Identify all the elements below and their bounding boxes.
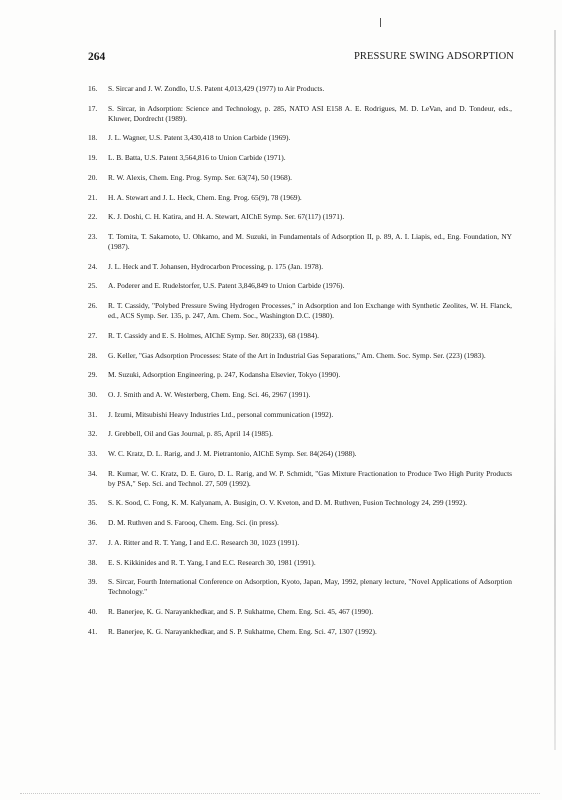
reference-number: 26. xyxy=(88,301,98,311)
reference-text: S. Sircar, in Adsorption: Science and Technology, p. 285, NATO ASI E158 A. E. Rodrigues, M. D. LeVan, and D. Tondeur, eds., Kluwer, Dordrecht (1989). xyxy=(108,103,512,123)
reference-item xyxy=(88,410,512,420)
reference-list xyxy=(88,84,512,646)
reference-text: M. Suzuki, Adsorption Engineering, p. 247, Kodansha Elsevier, Tokyo (1990). xyxy=(108,370,341,380)
reference-text: G. Keller, "Gas Adsorption Processes: State of the Art in Industrial Gas Separations," Am. Chem. Soc. Symp. Ser. (223) (1983). xyxy=(108,350,486,360)
reference-number: 32. xyxy=(88,429,98,439)
reference-text: J. Grebbell, Oil and Gas Journal, p. 85, April 14 (1985). xyxy=(108,429,274,439)
reference-number: 23. xyxy=(88,231,98,241)
scan-artifact xyxy=(20,790,540,794)
reference-number: 20. xyxy=(88,172,98,182)
reference-item xyxy=(88,469,512,489)
reference-text: S. K. Sood, C. Fong, K. M. Kalyanam, A. Busigin, O. V. Kveton, and D. M. Ruthven, Fusion Technology 24, 299 (1992). xyxy=(108,498,467,508)
reference-number: 31. xyxy=(88,409,98,419)
reference-text: S. Sircar and J. W. Zondlo, U.S. Patent 4,013,429 (1977) to Air Products. xyxy=(108,84,325,93)
reference-number: 25. xyxy=(88,281,98,291)
reference-text: R. T. Cassidy, "Polybed Pressure Swing Hydrogen Processes," in Adsorption and Ion Exchange with Synthetic Zeolites, W. H. Flanck, ed., ACS Symp. Ser. 135, p. 247, Am. Chem. Soc., Washington D.C. (1980). xyxy=(108,301,512,321)
reference-item xyxy=(88,331,512,341)
reference-text: A. Poderer and E. Rudelstorfer, U.S. Patent 3,846,849 to Union Carbide (1976). xyxy=(108,281,345,291)
reference-number: 27. xyxy=(88,330,98,340)
reference-item xyxy=(88,370,512,380)
reference-text: J. L. Wagner, U.S. Patent 3,430,418 to Union Carbide (1969). xyxy=(108,133,291,143)
reference-number: 16. xyxy=(88,84,98,93)
reference-item xyxy=(88,281,512,291)
reference-text: E. S. Kikkinides and R. T. Yang, I and E.C. Research 30, 1981 (1991). xyxy=(108,557,316,567)
reference-number: 17. xyxy=(88,103,98,113)
reference-item xyxy=(88,173,512,183)
reference-item xyxy=(88,133,512,143)
reference-number: 19. xyxy=(88,153,98,163)
reference-text: J. Izumi, Mitsubishi Heavy Industries Ltd., personal communication (1992). xyxy=(108,409,334,419)
reference-number: 22. xyxy=(88,212,98,222)
reference-number: 33. xyxy=(88,448,98,458)
reference-item xyxy=(88,212,512,222)
reference-number: 24. xyxy=(88,261,98,271)
scan-artifact xyxy=(380,18,381,27)
reference-item xyxy=(88,104,512,124)
reference-text: R. T. Cassidy and E. S. Holmes, AIChE Symp. Ser. 80(233), 68 (1984). xyxy=(108,330,319,340)
reference-item xyxy=(88,262,512,272)
reference-item xyxy=(88,449,512,459)
reference-item xyxy=(88,193,512,203)
reference-text: J. L. Heck and T. Johansen, Hydrocarbon Processing, p. 175 (Jan. 1978). xyxy=(108,261,324,271)
reference-number: 40. xyxy=(88,606,98,616)
reference-item xyxy=(88,518,512,528)
reference-text: W. C. Kratz, D. L. Rarig, and J. M. Pietrantonio, AIChE Symp. Ser. 84(264) (1988). xyxy=(108,448,357,458)
reference-number: 38. xyxy=(88,557,98,567)
reference-item xyxy=(88,351,512,361)
reference-text: D. M. Ruthven and S. Farooq, Chem. Eng. Sci. (in press). xyxy=(108,518,279,528)
reference-text: J. A. Ritter and R. T. Yang, I and E.C. Research 30, 1023 (1991). xyxy=(108,537,300,547)
reference-number: 34. xyxy=(88,468,98,478)
reference-number: 18. xyxy=(88,133,98,143)
reference-number: 28. xyxy=(88,350,98,360)
reference-text: K. J. Doshi, C. H. Katira, and H. A. Stewart, AIChE Symp. Ser. 67(117) (1971). xyxy=(108,212,345,222)
reference-number: 21. xyxy=(88,192,98,202)
reference-item xyxy=(88,607,512,617)
reference-number: 29. xyxy=(88,370,98,380)
reference-item xyxy=(88,153,512,163)
reference-text: R. Kumar, W. C. Kratz, D. E. Guro, D. L. Rarig, and W. P. Schmidt, "Gas Mixture Fractionation to Produce Two High Purity Products by PSA," Sep. Sci. and Technol. 27, 509 (1992). xyxy=(108,468,512,488)
reference-number: 37. xyxy=(88,537,98,547)
reference-number: 35. xyxy=(88,498,98,508)
reference-item xyxy=(88,498,512,508)
reference-text: T. Tomita, T. Sakamoto, U. Ohkamo, and M. Suzuki, in Fundamentals of Adsorption II, p. 89, A. I. Liapis, ed., Eng. Foundation, NY (1987). xyxy=(108,231,512,251)
reference-number: 39. xyxy=(88,577,98,587)
reference-text: R. Banerjee, K. G. Narayankhedkar, and S. P. Sukhatme, Chem. Eng. Sci. 47, 1307 (1992). xyxy=(108,626,377,636)
reference-item xyxy=(88,558,512,568)
reference-text: O. J. Smith and A. W. Westerberg, Chem. Eng. Sci. 46, 2967 (1991). xyxy=(108,389,311,399)
reference-text: R. Banerjee, K. G. Narayankhedkar, and S. P. Sukhatme, Chem. Eng. Sci. 45, 467 (1990). xyxy=(108,606,374,616)
reference-item xyxy=(88,429,512,439)
reference-text: S. Sircar, Fourth International Conference on Adsorption, Kyoto, Japan, May, 1992, plenary lecture, "Novel Applications of Adsorption Technology." xyxy=(108,577,512,597)
reference-item xyxy=(88,627,512,637)
reference-item xyxy=(88,301,512,321)
reference-item xyxy=(88,577,512,597)
reference-item xyxy=(88,84,512,94)
running-title: PRESSURE SWING ADSORPTION xyxy=(353,51,514,62)
reference-text: L. B. Batta, U.S. Patent 3,564,816 to Union Carbide (1971). xyxy=(108,153,286,163)
reference-item xyxy=(88,232,512,252)
reference-item xyxy=(88,390,512,400)
scan-edge xyxy=(554,30,556,750)
page-number: 264 xyxy=(88,51,106,63)
reference-item xyxy=(88,538,512,548)
reference-number: 36. xyxy=(88,518,98,528)
page-header xyxy=(88,51,514,67)
reference-text: H. A. Stewart and J. L. Heck, Chem. Eng. Prog. 65(9), 78 (1969). xyxy=(108,192,302,202)
reference-text: R. W. Alexis, Chem. Eng. Prog. Symp. Ser. 63(74), 50 (1968). xyxy=(108,172,292,182)
reference-number: 41. xyxy=(88,626,98,636)
reference-number: 30. xyxy=(88,389,98,399)
